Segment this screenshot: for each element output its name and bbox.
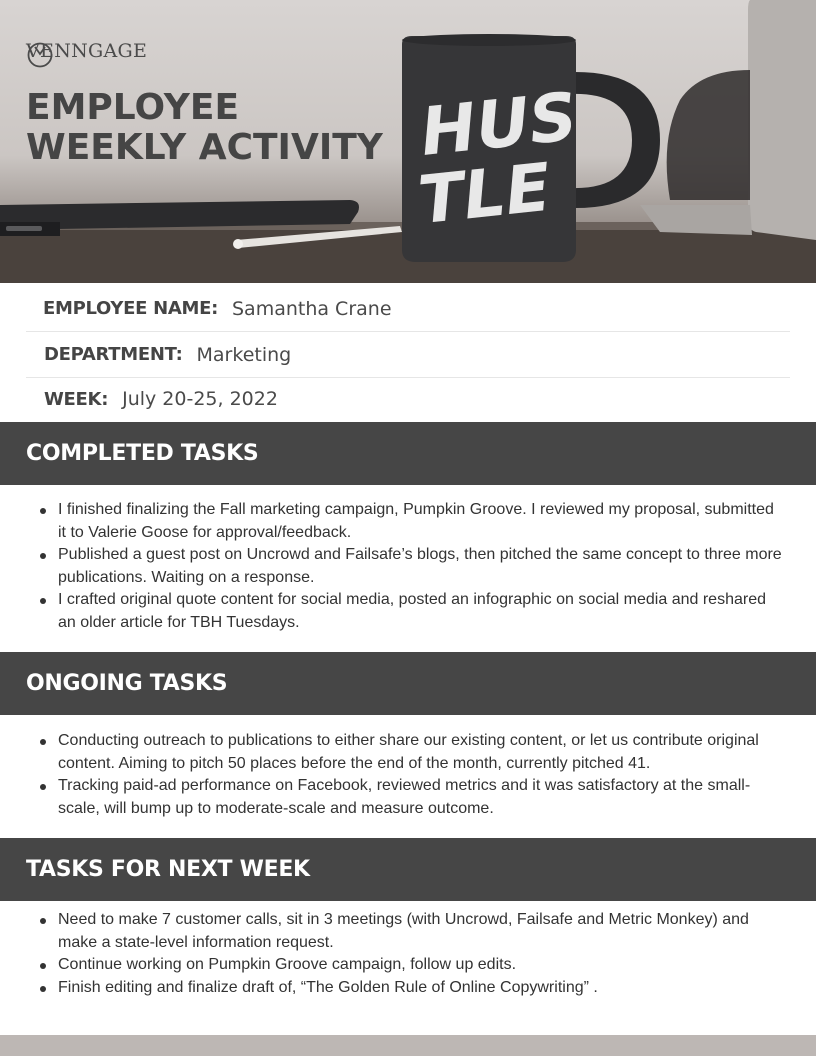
ongoing-tasks-list	[40, 730, 784, 820]
list-item: Conducting outreach to publications to either share our existing content, or let us contribute original content. Aiming to pitch 50 places before the end of the month, currently pitched 41.	[40, 730, 784, 775]
completed-tasks-list	[40, 499, 784, 634]
list-item: Tracking paid-ad performance on Facebook, reviewed metrics and it was satisfactory at the small-scale, will bump up to moderate-scale and measure outcome.	[40, 775, 784, 820]
page-title-line1: EMPLOYEE	[26, 87, 240, 128]
page-title	[26, 88, 406, 168]
week-label: WEEK:	[44, 388, 109, 410]
list-item: Finish editing and finalize draft of, “The Golden Rule of Online Copywriting” .	[40, 977, 784, 1000]
list-item: I finished finalizing the Fall marketing campaign, Pumpkin Groove. I reviewed my proposal, submitted it to Valerie Goose for approval/feedback.	[40, 499, 784, 544]
list-item: I crafted original quote content for social media, posted an infographic on social media and reshared an older article for TBH Tuesdays.	[40, 589, 784, 634]
venngage-logo-icon	[26, 40, 54, 68]
page-title-line2: WEEKLY ACTIVITY	[26, 127, 383, 168]
list-item: Continue working on Pumpkin Groove campaign, follow up edits.	[40, 954, 784, 977]
employee-name-row	[26, 286, 790, 332]
week-row	[26, 376, 790, 422]
next-week-tasks-list	[40, 909, 784, 999]
completed-tasks-header	[0, 422, 816, 485]
brand	[26, 40, 147, 62]
completed-tasks-title: COMPLETED TASKS	[26, 441, 259, 466]
brand-name: VENNGAGE	[26, 40, 148, 62]
employee-name-value: Samantha Crane	[231, 297, 392, 320]
hero-banner	[0, 0, 816, 283]
list-item: Need to make 7 customer calls, sit in 3 meetings (with Uncrowd, Failsafe and Metric Monkey) and make a state-level information request.	[40, 909, 784, 954]
next-week-tasks-title: TASKS FOR NEXT WEEK	[26, 857, 310, 882]
department-label: DEPARTMENT:	[44, 344, 183, 365]
mug-text-line2: TLE	[414, 148, 555, 240]
week-value: July 20-25, 2022	[122, 388, 278, 410]
department-value: Marketing	[196, 343, 292, 366]
ongoing-tasks-title: ONGOING TASKS	[26, 671, 228, 696]
footer-band	[0, 1035, 816, 1056]
mug-text-line1: HUS	[417, 78, 581, 171]
next-week-tasks-header	[0, 838, 816, 901]
list-item: Published a guest post on Uncrowd and Failsafe’s blogs, then pitched the same concept to three more publications. Waiting on a response.	[40, 544, 784, 589]
employee-name-label: EMPLOYEE NAME:	[43, 298, 218, 319]
department-row	[26, 332, 790, 378]
ongoing-tasks-header	[0, 652, 816, 715]
